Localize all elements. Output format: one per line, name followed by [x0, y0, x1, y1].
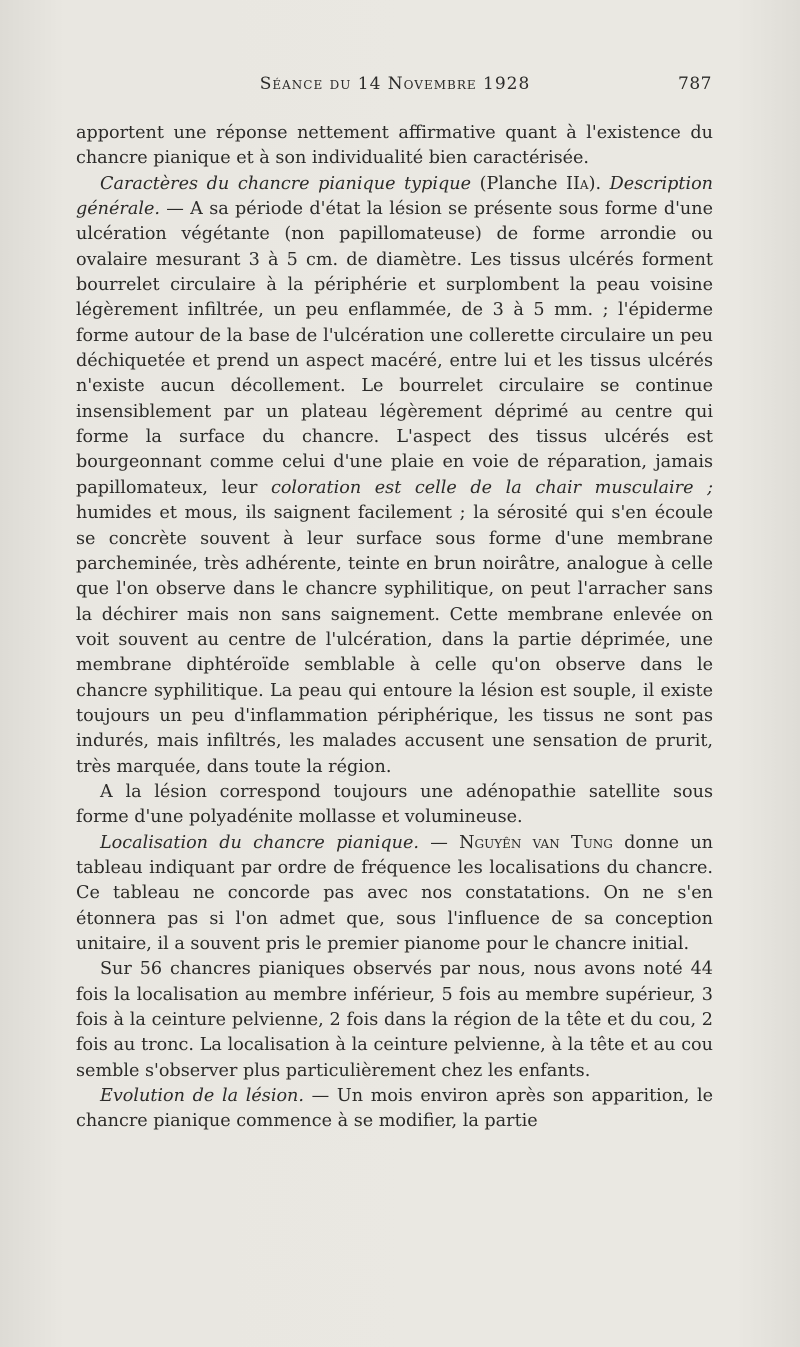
- paragraph-1: [76, 121, 713, 172]
- page-header: [78, 74, 712, 102]
- paragraph-3: [76, 780, 713, 831]
- text-segment: (Planche II: [471, 173, 580, 194]
- text-segment: Sur 56 chancres pianiques observés par nous, nous avons noté 44 fois la localisation au membre inférieur, 5 fois au membre supérieur, 3 fois à la ceinture pelvienne, 2 fois dans la région de la tête et du cou, 2 fois au tronc. La localisation à la ceinture pelvienne, à la tête et au cou semble s'observer plus particulièrement chez les enfants.: [76, 959, 713, 1081]
- text-segment: —: [419, 832, 460, 853]
- text-segment: Description générale.: [76, 173, 713, 220]
- text-segment: Caractères du chancre pianique typique: [100, 173, 472, 194]
- text-segment: — A sa période d'état la lésion se présente sous forme d'une ulcération végétante (non papillomateuse) de forme arrondie ou ovalaire mesurant 3 à 5 cm. de diamètre. Les tissus ulcérés forment bourrelet circulaire à la périphérie et surplombent la peau voisine légèrement infiltrée, un peu enflammée, de 3 à 5 mm. ; l'épiderme forme autour de la base de l'ulcération une collerette circulaire un peu déchiquetée et prend un aspect macéré, entre lui et les tissus ulcérés n'existe aucun décollement. Le bourrelet circulaire se continue insensiblement par un plateau légèrement déprimé au centre qui forme la surface du chancre. L'aspect des tissus ulcérés est bourgeonnant comme celui d'une plaie en voie de réparation, jamais papillomateux, leur: [76, 199, 713, 498]
- text-segment: Evolution de la lésion.: [100, 1086, 304, 1107]
- page-number: 787: [678, 74, 712, 94]
- paragraph-2: [76, 172, 713, 780]
- text-segment: Localisation du chancre pianique.: [100, 832, 420, 853]
- text-segment: Nguyên van Tung: [459, 832, 613, 853]
- text-segment: ).: [588, 173, 610, 194]
- paragraph-6: [76, 1084, 713, 1135]
- text-segment: donne un tableau indiquant par ordre de fréquence les localisations du chancre. Ce tableau ne concorde pas avec nos constatations. On ne s'en étonnera pas si l'on admet que, sous l'influence de sa conception unitaire, il a souvent pris le premier pianome pour le chancre initial.: [76, 832, 714, 954]
- text-segment: apportent une réponse nettement affirmative quant à l'existence du chancre pianique et à son individualité bien caractérisée.: [76, 123, 713, 169]
- body-text: [76, 121, 713, 1135]
- text-segment: A la lésion correspond toujours une adénopathie satellite sous forme d'une polyadénite mollasse et volumineuse.: [76, 781, 713, 828]
- text-segment: humides et mous, ils saignent facilement ; la sérosité qui s'en écoule se concrète souvent à leur surface sous forme d'une membrane parcheminée, très adhérente, teinte en brun noirâtre, analogue à celle que l'on observe dans le chancre syphilitique, on peut l'arracher sans la déchirer mais non sans saignement. Cette membrane enlevée on voit souvent au centre de l'ulcération, dans la partie déprimée, une membrane diphtéroïde semblable à celle qu'on observe dans le chancre syphilitique. La peau qui entoure la lésion est souple, il existe toujours un peu d'inflammation périphérique, les tissus ne sont pas indurés, mais infiltrés, les malades accusent une sensation de prurit, très marquée, dans toute la région.: [76, 503, 713, 777]
- paragraph-5: [76, 957, 713, 1084]
- paragraph-4: [76, 831, 713, 958]
- running-title: Séance du 14 Novembre 1928: [259, 74, 531, 94]
- text-segment: coloration est celle de la chair musculaire ;: [270, 477, 714, 498]
- text-segment: — Un mois environ après son apparition, le chancre pianique commence à se modifier, la partie: [76, 1086, 713, 1132]
- text-segment: a: [579, 173, 589, 194]
